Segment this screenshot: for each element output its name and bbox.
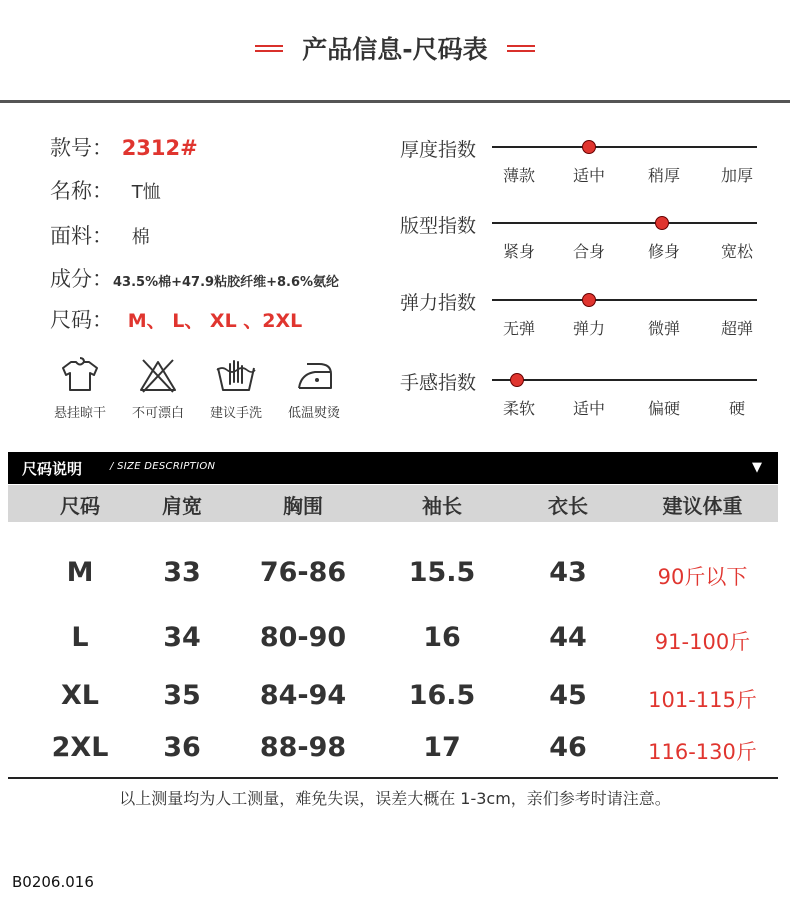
table-cell: 91-100斤 [654,630,751,654]
index-option: 弹力 [572,319,605,338]
table-cell: 84-94 [259,680,347,711]
table-header-cell: 胸围 [283,494,323,518]
index-option: 硬 [728,399,745,418]
product-code: B0206.016 [12,873,94,891]
table-cell: 76-86 [259,557,347,588]
index-option: 柔软 [502,399,535,418]
index-option: 超弹 [720,319,753,338]
no-bleach-icon [135,356,181,394]
table-cell: 90斤以下 [657,565,748,589]
table-cell: 33 [163,557,201,588]
table-header-cell: 建议体重 [662,494,743,518]
table-cell: 116-130斤 [648,740,757,764]
measurement-note: 以上测量均为人工测量，难免失误，误差大概在 1-3cm，亲们参考时请注意。 [119,789,671,808]
care-hand-wash [196,356,276,421]
index-track [492,146,757,148]
index-option: 微弹 [647,319,680,338]
page-title: 产品信息-尺码表 [302,35,488,64]
table-cell: 15.5 [408,557,476,588]
care-no-bleach [118,356,198,421]
index-option: 无弹 [502,319,535,338]
index-marker [655,216,669,230]
index-track [492,379,757,381]
index-option: 薄款 [502,166,535,185]
size-description-bar [8,452,778,484]
table-bottom-divider [8,777,778,779]
index-option: 适中 [572,166,605,185]
style-no-value: 2312# [121,136,198,160]
index-track [492,222,757,224]
index-track [492,299,757,301]
table-cell: L [71,622,89,653]
index-marker [582,140,596,154]
hand-wash-icon [213,356,259,394]
table-cell: 16.5 [408,680,476,711]
table-cell: M [66,557,94,588]
low-iron-icon [291,356,337,394]
care-hang-dry [40,356,120,421]
index-marker [510,373,524,387]
style-no-row [50,132,198,162]
composition-value: 43.5%棉+47.9粘胶纤维+8.6%氨纶 [113,275,340,290]
table-cell: 36 [163,732,201,763]
index-option: 偏硬 [647,399,680,418]
name-label: 名称： [50,179,113,203]
table-cell: 45 [549,680,587,711]
index-title: 手感指数 [400,372,477,394]
size-description-subtitle: / SIZE DESCRIPTION [110,461,216,472]
style-no-label: 款号： [50,136,113,160]
table-cell: 46 [549,732,587,763]
care-label-hang-dry: 悬挂晾干 [53,406,106,421]
care-label-low-iron: 低温熨烫 [287,406,340,421]
care-low-iron [274,356,354,421]
table-cell: 34 [163,622,201,653]
composition-row [50,263,339,293]
index-option: 稍厚 [647,166,680,185]
index-option: 适中 [572,399,605,418]
size-row [50,304,302,334]
name-row [50,175,161,205]
index-option: 修身 [647,242,680,261]
care-label-no-bleach: 不可漂白 [131,406,184,421]
index-option: 宽松 [720,242,753,261]
fabric-value: 棉 [131,227,150,248]
title-deco-left [255,42,283,55]
title-row [0,30,790,76]
table-cell: 35 [163,680,201,711]
index-option: 紧身 [502,242,535,261]
index-title: 版型指数 [400,215,477,237]
index-marker [582,293,596,307]
fabric-label: 面料： [50,224,113,248]
index-option: 加厚 [720,166,753,185]
table-cell: 80-90 [259,622,347,653]
table-header-cell: 肩宽 [162,494,202,518]
index-title: 厚度指数 [400,139,477,161]
table-header-cell: 袖长 [422,494,462,518]
size-label: 尺码： [50,308,113,332]
table-cell: 101-115斤 [648,688,757,712]
table-cell: 88-98 [259,732,347,763]
table-cell: 2XL [51,732,109,763]
composition-label: 成分： [50,267,113,291]
table-header-cell: 尺码 [60,494,100,518]
title-deco-right [507,42,535,55]
care-label-hand-wash: 建议手洗 [209,406,262,421]
table-cell: 44 [549,622,587,653]
hang-dry-icon [57,356,103,394]
size-value: M、 L、 XL 、2XL [127,310,303,332]
table-cell: XL [60,680,100,711]
table-cell: 43 [549,557,587,588]
table-header-cell: 衣长 [548,494,588,518]
index-option: 合身 [572,242,605,261]
table-cell: 17 [423,732,461,763]
collapse-triangle-icon[interactable]: ▼ [752,460,762,475]
index-title: 弹力指数 [400,292,477,314]
table-cell: 16 [423,622,461,653]
fabric-row [50,220,150,250]
name-value: T恤 [131,182,161,203]
title-divider [0,100,790,103]
size-description-title: 尺码说明 [22,460,83,478]
